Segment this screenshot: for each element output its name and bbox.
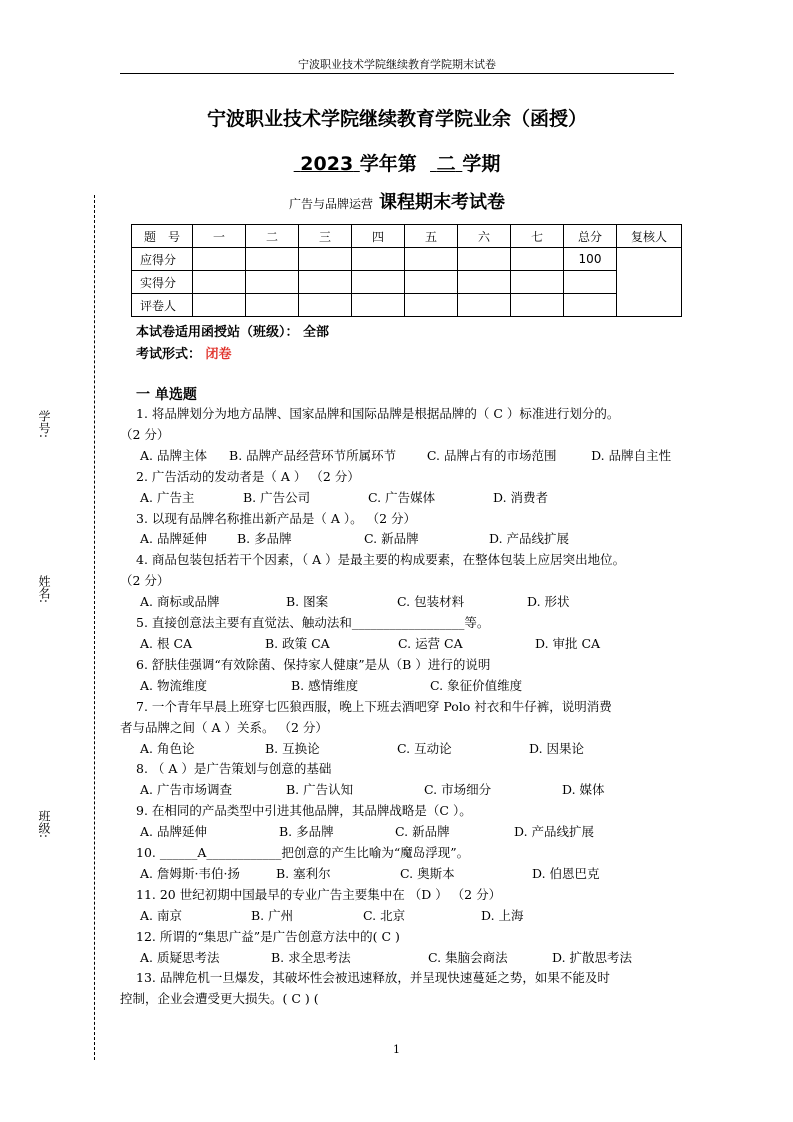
score-header-cell: 四 [352,225,405,248]
option: C. 新品牌 [364,531,419,547]
question-text: 8. （ A ）是广告策划与创意的基础 [136,761,332,777]
station-label: 本试卷适用函授站（班级）： [136,325,299,340]
option: D. 伯恩巴克 [532,865,600,881]
option: D. 媒体 [562,782,605,798]
reviewer-cell [617,248,682,317]
option: A. 品牌延伸 [140,824,207,840]
option: B. 广告公司 [243,489,311,505]
score-row [132,248,682,271]
score-cell [405,248,458,271]
exam-title: 宁波职业技术学院继续教育学院业余（函授） [206,108,587,130]
question-text: 12. 所谓的“集思广益”是广告创意方法中的( C ) [136,928,400,944]
score-cell [458,294,511,317]
option-row [120,529,690,550]
score-cell [511,248,564,271]
option-row [120,822,690,843]
score-cell [299,271,352,294]
course-name: 广告与品牌运营 [288,197,373,211]
option: D. 消费者 [493,489,549,505]
option: C. 广告媒体 [368,489,436,505]
option: B. 政策 CA [265,635,330,651]
option: B. 广告认知 [286,782,354,798]
score-cell [352,271,405,294]
option: D. 产品线扩展 [489,531,570,547]
option: B. 多品牌 [279,824,334,840]
option: A. 广告市场调查 [140,782,232,798]
option: A. 詹姆斯·韦伯·扬 [140,865,240,881]
score-cell [405,294,458,317]
score-row [132,271,682,294]
score-header-cell: 题 号 [132,225,193,248]
score-cell [352,248,405,271]
score-header-cell: 复核人 [617,225,682,248]
score-row [132,294,682,317]
station-value: 全部 [303,325,330,340]
score-header-cell: 七 [511,225,564,248]
question-text: 3. 以现有品牌名称推出新产品是（ A ）。 （2 分） [136,510,417,526]
score-header-cell: 总分 [564,225,617,248]
score-header-cell: 六 [458,225,511,248]
score-cell [246,294,299,317]
option: A. 品牌延伸 [140,531,207,547]
option: C. 市场细分 [424,782,492,798]
option-row [120,780,690,801]
score-total: 100 [564,248,617,271]
option: C. 包装材料 [397,594,465,610]
header-rule [120,73,674,74]
question-text: 4. 商品包装包括若干个因素，（ A ）是最主要的构成要素，在整体包装上应居突出地位。 [136,552,626,568]
question-text: 5. 直接创意法主要有直觉法、触动法和__________________等。 [136,615,490,631]
option-row [120,488,690,509]
option-row [120,634,690,655]
running-header: 宁波职业技术学院继续教育学院期末试卷 [298,58,496,71]
question-continuation: 者与品牌之间（ A ）关系。 （2 分） [120,719,328,735]
option: A. 商标或品牌 [140,594,220,610]
score-cell [511,294,564,317]
score-cell [193,248,246,271]
question-text: 9. 在相同的产品类型中引进其他品牌，其品牌战略是（C ）。 [136,803,472,819]
option: D. 扩散思考法 [552,949,633,965]
score-row-label: 实得分 [132,271,193,294]
question-text: 1. 将品牌划分为地方品牌、国家品牌和国际品牌是根据品牌的（ C ）标准进行划分的。 [136,406,620,421]
option: D. 产品线扩展 [514,824,595,840]
option: A. 角色论 [140,740,195,756]
score-table [131,224,682,317]
binding-line [94,195,95,1060]
year-suffix: 学年第 [359,153,417,175]
score-header-cell: 一 [193,225,246,248]
option: B. 塞利尔 [276,865,331,881]
station-info [136,321,329,340]
score-row-label: 评卷人 [132,294,193,317]
score-cell [458,271,511,294]
score-cell [352,294,405,317]
question-continuation: 控制，企业会遭受更大损失。( C ) ( [120,991,319,1007]
score-header-cell: 三 [299,225,352,248]
course-line [120,188,674,214]
question-text: 11. 20 世纪初期中国最早的专业广告主要集中在 （D ） （2 分） [136,886,502,902]
option: B. 品牌产品经营环节所属环节 [229,447,397,463]
option-row [120,592,690,613]
option: D. 因果论 [529,740,585,756]
page-number: 1 [393,1043,400,1056]
student-id-label: 学号: [37,410,51,439]
score-cell [193,271,246,294]
score-row-label: 应得分 [132,248,193,271]
score-cell [299,294,352,317]
score-cell [299,248,352,271]
term-value: 二 [436,153,456,175]
option: B. 感情维度 [291,677,359,693]
option: A. 品牌主体 [140,447,207,463]
question-text: 6. 舒肤佳强调“有效除菌、保持家人健康”是从（B ）进行的说明 [136,656,491,672]
question-text: 10. ______A____________把创意的产生比喻为“魔岛浮现”。 [136,845,470,861]
question-text: 2. 广告活动的发动者是（ A ） （2 分） [136,468,360,484]
exam-name: 课程期末考试卷 [379,192,505,213]
option: A. 质疑思考法 [140,949,220,965]
score-total [564,294,617,317]
option: C. 运营 CA [398,635,463,651]
term-suffix: 学期 [462,153,501,175]
option-row [120,446,690,467]
option: A. 广告主 [140,489,195,505]
option-row [120,864,690,885]
option: C. 北京 [363,907,406,923]
option: C. 象征价值维度 [430,677,523,693]
option-row [120,676,690,697]
option: A. 根 CA [140,635,193,651]
option: D. 审批 CA [535,635,601,651]
score-header-row [132,225,682,248]
option-row [120,906,690,927]
option-row [120,948,690,969]
option: B. 广州 [251,907,294,923]
year-value: 2023 [300,153,354,175]
class-label: 班级: [37,810,51,839]
option: C. 互动论 [397,740,452,756]
score-cell [405,271,458,294]
question-text: 13. 品牌危机一旦爆发，其破坏性会被迅速释放，并呈现快速蔓延之势，如果不能及时 [136,970,610,986]
score-cell [246,271,299,294]
question-continuation: （2 分） [120,573,170,589]
option: C. 奥斯本 [400,865,455,881]
option: A. 物流维度 [140,677,207,693]
option: C. 品牌占有的市场范围 [426,447,557,463]
score-total [564,271,617,294]
question-text: 7. 一个青年早晨上班穿七匹狼西服，晚上下班去酒吧穿 Polo 衬衣和牛仔裤，说明消费 [136,698,612,714]
exam-form-info [136,343,232,362]
score-header-cell: 二 [246,225,299,248]
score-cell [458,248,511,271]
option: C. 集脑会商法 [428,949,508,965]
option: D. 品牌自主性 [591,447,672,463]
score-header-cell: 五 [405,225,458,248]
option: B. 求全思考法 [271,949,351,965]
question-list [120,404,690,1010]
option: C. 新品牌 [395,824,450,840]
exam-form-label: 考试形式： [136,347,202,362]
score-cell [193,294,246,317]
student-name-label: 姓名: [37,575,51,604]
option: B. 多品牌 [237,531,292,547]
option-row [120,739,690,760]
question-continuation: （2 分） [120,426,170,442]
term-line [120,149,674,176]
section-title: 一 单选题 [136,387,197,403]
option: A. 南京 [140,907,182,923]
option: D. 上海 [481,907,524,923]
option: B. 图案 [286,594,329,610]
option: B. 互换论 [265,740,320,756]
option: D. 形状 [527,594,570,610]
exam-form-value: 闭卷 [205,347,232,362]
score-cell [246,248,299,271]
score-cell [511,271,564,294]
